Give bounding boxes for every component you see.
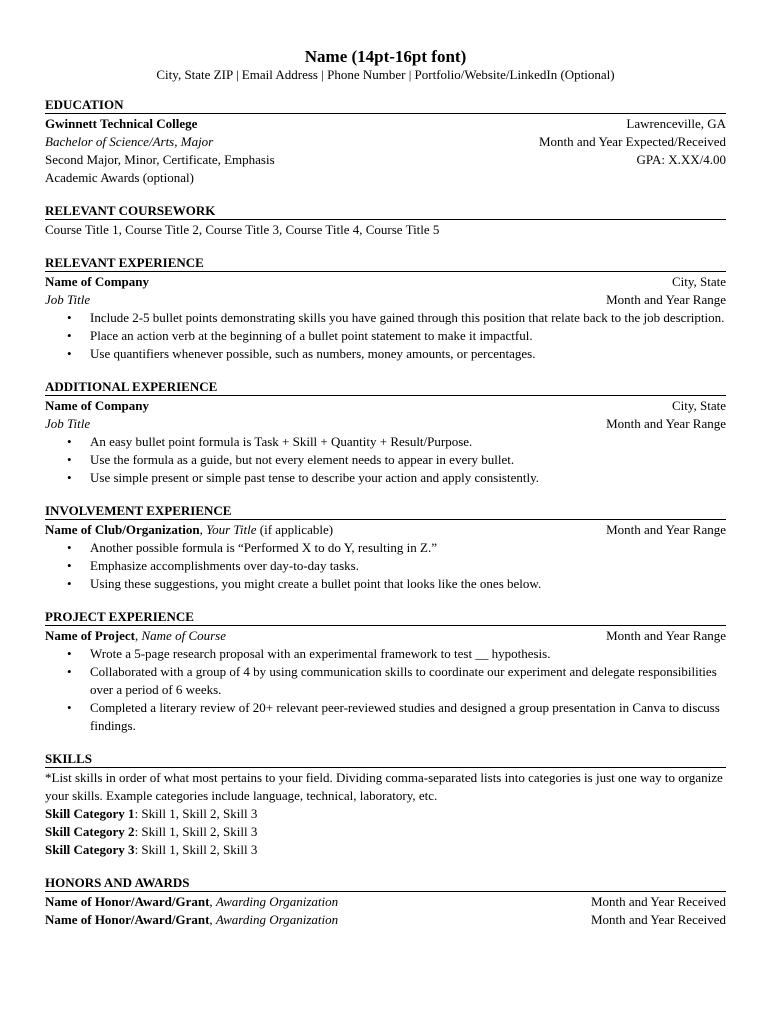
section-heading-additional-experience: ADDITIONAL EXPERIENCE (45, 378, 726, 396)
education-row-major (45, 151, 726, 169)
honor-name: Name of Honor/Award/Grant (45, 894, 210, 909)
involvement-bullets (45, 539, 726, 593)
additional-title-row (45, 415, 726, 433)
job-dates: Month and Year Range (606, 416, 726, 431)
bullet-item: • Using these suggestions, you might create a bullet point that looks like the ones below. (90, 575, 726, 593)
involvement-org-row (45, 521, 726, 539)
contact-line: City, State ZIP | Email Address | Phone Number | Portfolio/Website/LinkedIn (Optional) (156, 67, 615, 82)
honors-section (45, 874, 726, 929)
honor-line (45, 893, 591, 911)
skills-note: *List skills in order of what most pertains to your field. Dividing comma-separated lists into categories is just one way to organize your skills. Example categories include language, technical, laboratory, etc. (45, 770, 723, 803)
section-heading-relevant-experience: RELEVANT EXPERIENCE (45, 254, 726, 272)
bullet-item: • Completed a literary review of 20+ relevant peer-reviewed studies and designed a group presentation in Canva to discuss findings. (90, 699, 726, 735)
honor-name: Name of Honor/Award/Grant (45, 912, 210, 927)
skill-category-items: : Skill 1, Skill 2, Skill 3 (134, 824, 258, 839)
coursework-list: Course Title 1, Course Title 2, Course Title 3, Course Title 4, Course Title 5 (45, 222, 440, 237)
honor-date: Month and Year Received (590, 912, 726, 927)
section-heading-project-experience: PROJECT EXPERIENCE (45, 608, 726, 626)
involvement-dates: Month and Year Range (606, 522, 726, 537)
education-row-degree (45, 133, 726, 151)
skills-section (45, 750, 726, 859)
awarding-organization: Awarding Organization (215, 912, 339, 927)
additional-company-row (45, 397, 726, 415)
job-title: Job Title (45, 292, 91, 307)
bullet-item: • Another possible formula is “Performed X to do Y, resulting in Z.” (90, 539, 726, 557)
role-note: (if applicable) (256, 522, 334, 537)
organization-role: Your Title (206, 522, 257, 537)
bullet-item: • Use quantifiers whenever possible, such as numbers, money amounts, or percentages. (90, 345, 726, 363)
academic-awards: Academic Awards (optional) (45, 170, 194, 185)
separator: , (209, 894, 216, 909)
company-name: Name of Company (45, 398, 149, 413)
school-location: Lawrenceville, GA (626, 116, 726, 131)
honor-row (45, 893, 726, 911)
relevant-title-row (45, 291, 726, 309)
honor-row (45, 911, 726, 929)
section-heading-education: EDUCATION (45, 96, 726, 114)
skill-category-label: Skill Category 3 (45, 842, 135, 857)
additional-experience-section (45, 378, 726, 487)
relevant-bullets (45, 309, 726, 363)
degree-date: Month and Year Expected/Received (538, 134, 726, 149)
separator: , (199, 522, 207, 537)
involvement-experience-section (45, 502, 726, 593)
skill-category-row (45, 805, 726, 823)
project-bullets (45, 645, 726, 735)
section-heading-skills: SKILLS (45, 750, 726, 768)
additional-bullets (45, 433, 726, 487)
education-row-school (45, 115, 726, 133)
honor-line (45, 911, 591, 929)
school-name: Gwinnett Technical College (45, 116, 198, 131)
bullet-item: • Wrote a 5-page research proposal with an experimental framework to test __ hypothesis. (90, 645, 726, 663)
involvement-org-line (45, 521, 606, 539)
organization-name: Name of Club/Organization (45, 522, 200, 537)
relevant-experience-section (45, 254, 726, 363)
job-dates: Month and Year Range (606, 292, 726, 307)
company-location: City, State (671, 398, 726, 413)
bullet-item: • Include 2-5 bullet points demonstrating skills you have gained through this position that relate back to the job description. (90, 309, 726, 327)
course-name: Name of Course (141, 628, 226, 643)
project-name: Name of Project (45, 628, 135, 643)
honor-date: Month and Year Received (590, 894, 726, 909)
awarding-organization: Awarding Organization (215, 894, 339, 909)
job-title: Job Title (45, 416, 91, 431)
skill-category-row (45, 841, 726, 859)
project-dates: Month and Year Range (606, 628, 726, 643)
section-heading-honors: HONORS AND AWARDS (45, 874, 726, 892)
resume-page (45, 46, 726, 944)
bullet-item: • Collaborated with a group of 4 by using communication skills to coordinate our experiment and delegate responsibilities over a period of 6 weeks. (90, 663, 726, 699)
section-heading-coursework: RELEVANT COURSEWORK (45, 202, 726, 220)
skill-category-items: : Skill 1, Skill 2, Skill 3 (134, 806, 258, 821)
second-major: Second Major, Minor, Certificate, Emphasis (45, 152, 275, 167)
bullet-item: • Place an action verb at the beginning of a bullet point statement to make it impactful. (90, 327, 726, 345)
separator: , (209, 912, 216, 927)
degree: Bachelor of Science/Arts, Major (45, 134, 214, 149)
bullet-item: • Emphasize accomplishments over day-to-day tasks. (90, 557, 726, 575)
skill-category-items: : Skill 1, Skill 2, Skill 3 (134, 842, 258, 857)
bullet-item: • Use simple present or simple past tense to describe your action and apply consistently. (90, 469, 726, 487)
education-section (45, 96, 726, 187)
resume-name: Name (14pt-16pt font) (304, 47, 467, 66)
section-heading-involvement-experience: INVOLVEMENT EXPERIENCE (45, 502, 726, 520)
project-experience-section (45, 608, 726, 735)
skill-category-label: Skill Category 2 (45, 824, 135, 839)
relevant-company-row (45, 273, 726, 291)
separator: , (135, 628, 142, 643)
project-row (45, 627, 726, 645)
coursework-section (45, 202, 726, 239)
gpa: GPA: X.XX/4.00 (636, 152, 726, 167)
project-line (45, 627, 606, 645)
skill-category-label: Skill Category 1 (45, 806, 135, 821)
bullet-item: • Use the formula as a guide, but not every element needs to appear in every bullet. (90, 451, 726, 469)
skill-category-row (45, 823, 726, 841)
company-name: Name of Company (45, 274, 149, 289)
company-location: City, State (671, 274, 726, 289)
bullet-item: • An easy bullet point formula is Task + Skill + Quantity + Result/Purpose. (90, 433, 726, 451)
